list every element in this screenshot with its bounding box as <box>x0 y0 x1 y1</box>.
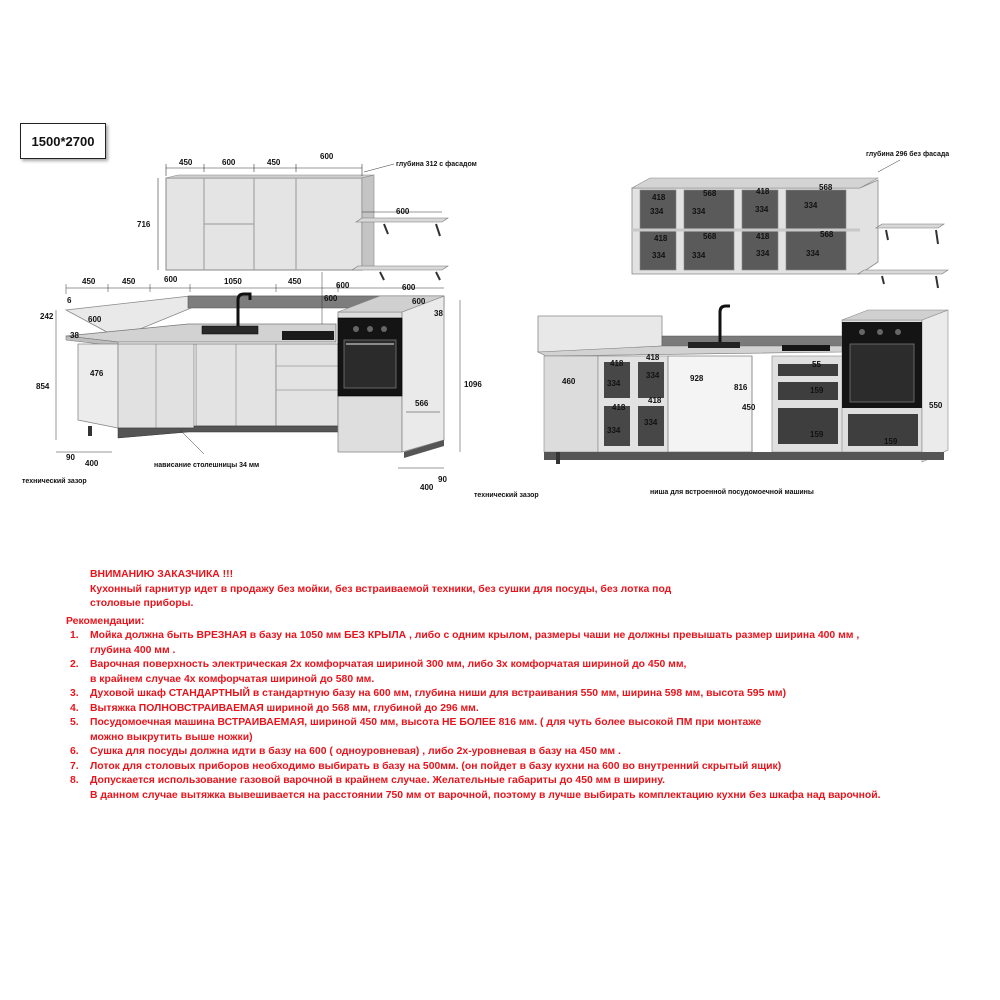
b-dim-242: 242 <box>40 312 54 321</box>
r-dim-334g: 334 <box>756 249 770 258</box>
recommendations-title: Рекомендации: <box>66 615 145 627</box>
ul-dim-716: 716 <box>137 220 151 229</box>
r-dim-568c: 568 <box>703 232 717 241</box>
recommendations-list <box>64 629 964 803</box>
ul-dim-450a: 450 <box>179 158 193 167</box>
notes-heading: ВНИМАНИЮ ЗАКАЗЧИКА !!! <box>90 569 234 580</box>
r-dim-334l: 334 <box>644 418 658 427</box>
note-overhang: нависание столешницы 34 мм <box>154 462 260 469</box>
notes-intro: Кухонный гарнитур идет в продажу без мойки, без встраиваемой техники, без сушки для посуды, без лотка под столовые приборы. <box>90 583 672 609</box>
r-dim-334j: 334 <box>646 371 660 380</box>
r-dim-418a: 418 <box>652 193 666 202</box>
b-dim-38r: 38 <box>434 309 443 318</box>
b-dim-600c: 600 <box>402 283 416 292</box>
r-dim-550: 550 <box>929 401 943 410</box>
r-dim-334c: 334 <box>755 205 769 214</box>
b-dim-400r: 400 <box>420 483 434 492</box>
r-dim-568d: 568 <box>820 230 834 239</box>
r-dim-55: 55 <box>812 360 821 369</box>
b-dim-450a: 450 <box>82 277 96 286</box>
size-label: 1500*2700 <box>31 133 95 149</box>
right-upper-frames <box>632 160 948 288</box>
r-dim-418e: 418 <box>610 359 624 368</box>
ul-dim-450b: 450 <box>267 158 281 167</box>
r-dim-450: 450 <box>742 403 756 412</box>
note-gap-left: технический зазор <box>22 478 87 485</box>
recommendation-cont: В данном случае вытяжка вывешивается на расстоянии 750 мм от варочной, поэтому в лучше выбирать комплектацию кухни без шкафа над варочной. <box>90 789 881 801</box>
b-dim-600-depth: 600 <box>412 297 426 306</box>
b-dim-854: 854 <box>36 382 50 391</box>
r-dim-334b: 334 <box>692 207 706 216</box>
b-dim-450c: 450 <box>288 277 302 286</box>
r-dim-334f: 334 <box>692 251 706 260</box>
b-dim-476: 476 <box>90 369 104 378</box>
note-gap-right: технический зазор <box>474 492 539 499</box>
customer-notes <box>64 568 964 803</box>
r-dim-816: 816 <box>734 383 748 392</box>
b-dim-1096: 1096 <box>464 380 482 389</box>
r-dim-418g: 418 <box>612 403 626 412</box>
ul-dim-600a: 600 <box>222 158 236 167</box>
ul-depth-note: глубина 312 с фасадом <box>396 161 477 168</box>
recommendation-item: 3. Духовой шкаф СТАНДАРТНЫЙ в стандартную базу на 600 мм, глубина ниши для встраивания 550 мм, ширина 598 мм, высота 595 мм) <box>70 688 787 699</box>
r-dim-418b: 418 <box>756 187 770 196</box>
ul-dim-600-shelf: 600 <box>396 207 410 216</box>
r-dim-334i: 334 <box>607 379 621 388</box>
b-dim-600b: 600 <box>336 281 350 290</box>
left-upper-cabinets <box>158 164 448 280</box>
r-dim-418h: 418 <box>648 396 662 405</box>
b-dim-566: 566 <box>415 399 429 408</box>
b-dim-6: 6 <box>67 296 72 305</box>
b-dim-600-side: 600 <box>88 315 102 324</box>
r-dim-334d: 334 <box>804 201 818 210</box>
b-dim-1050: 1050 <box>224 277 242 286</box>
b-dim-600-hood: 600 <box>324 294 338 303</box>
recommendation-cont: глубина 400 мм . <box>90 644 176 656</box>
r-dim-334a: 334 <box>650 207 664 216</box>
note-niche: ниша для встроенной посудомоечной машины <box>650 489 814 496</box>
recommendation-cont: можно выкрутить выше ножки) <box>90 731 253 743</box>
recommendation-item: 5. Посудомоечная машина ВСТРАИВАЕМАЯ, шириной 450 мм, высота НЕ БОЛЕЕ 816 мм. ( для чуть более высокой ПМ при монтаже <box>70 717 762 728</box>
b-dim-90l: 90 <box>66 453 75 462</box>
r-dim-334h: 334 <box>806 249 820 258</box>
recommendation-cont: в крайнем случае 4х комфорчатая шириной до 580 мм. <box>90 673 375 685</box>
r-depth-note: глубина 296 без фасада <box>866 151 950 158</box>
b-dim-450b: 450 <box>122 277 136 286</box>
r-dim-460: 460 <box>562 377 576 386</box>
r-dim-568a: 568 <box>703 189 717 198</box>
b-dim-38l: 38 <box>70 331 79 340</box>
r-dim-568b: 568 <box>819 183 833 192</box>
r-dim-418c: 418 <box>654 234 668 243</box>
b-dim-90r: 90 <box>438 475 447 484</box>
recommendation-item: 2. Варочная поверхность электрическая 2х комфорчатая шириной 300 мм, либо 3х комфорчатая шириной до 450 мм, <box>70 659 687 670</box>
r-dim-928: 928 <box>690 374 704 383</box>
recommendation-item: 4. Вытяжка ПОЛНОВСТРАИВАЕМАЯ шириной до 568 мм, глубиной до 296 мм. <box>70 702 479 714</box>
r-dim-159c: 159 <box>884 437 898 446</box>
recommendation-item: 1. Мойка должна быть ВРЕЗНАЯ в базу на 1050 мм БЕЗ КРЫЛА , либо с одним крылом, размеры чаши не должны превышать размер ширина 400 мм , <box>70 630 860 641</box>
r-dim-334k: 334 <box>607 426 621 435</box>
recommendation-item: 7. Лоток для столовых приборов необходимо выбирать в базу на 500мм. (он пойдет в базу кухни на 600 во внутренний скрытый ящик) <box>70 760 782 772</box>
ul-dim-600b: 600 <box>320 152 334 161</box>
recommendation-item: 6. Сушка для посуды должна идти в базу на 600 ( одноуровневая) , либо 2х-уровневая в базу на 450 мм . <box>70 746 621 757</box>
r-dim-418d: 418 <box>756 232 770 241</box>
recommendation-item: 8. Допускается использование газовой варочной в крайнем случае. Желательные габариты до 450 мм в ширину. <box>70 775 666 786</box>
r-dim-159b: 159 <box>810 430 824 439</box>
r-dim-418f: 418 <box>646 353 660 362</box>
r-dim-159a: 159 <box>810 386 824 395</box>
b-dim-400l: 400 <box>85 459 99 468</box>
b-dim-600a: 600 <box>164 275 178 284</box>
left-base-cabinets <box>56 272 460 468</box>
r-dim-334e: 334 <box>652 251 666 260</box>
